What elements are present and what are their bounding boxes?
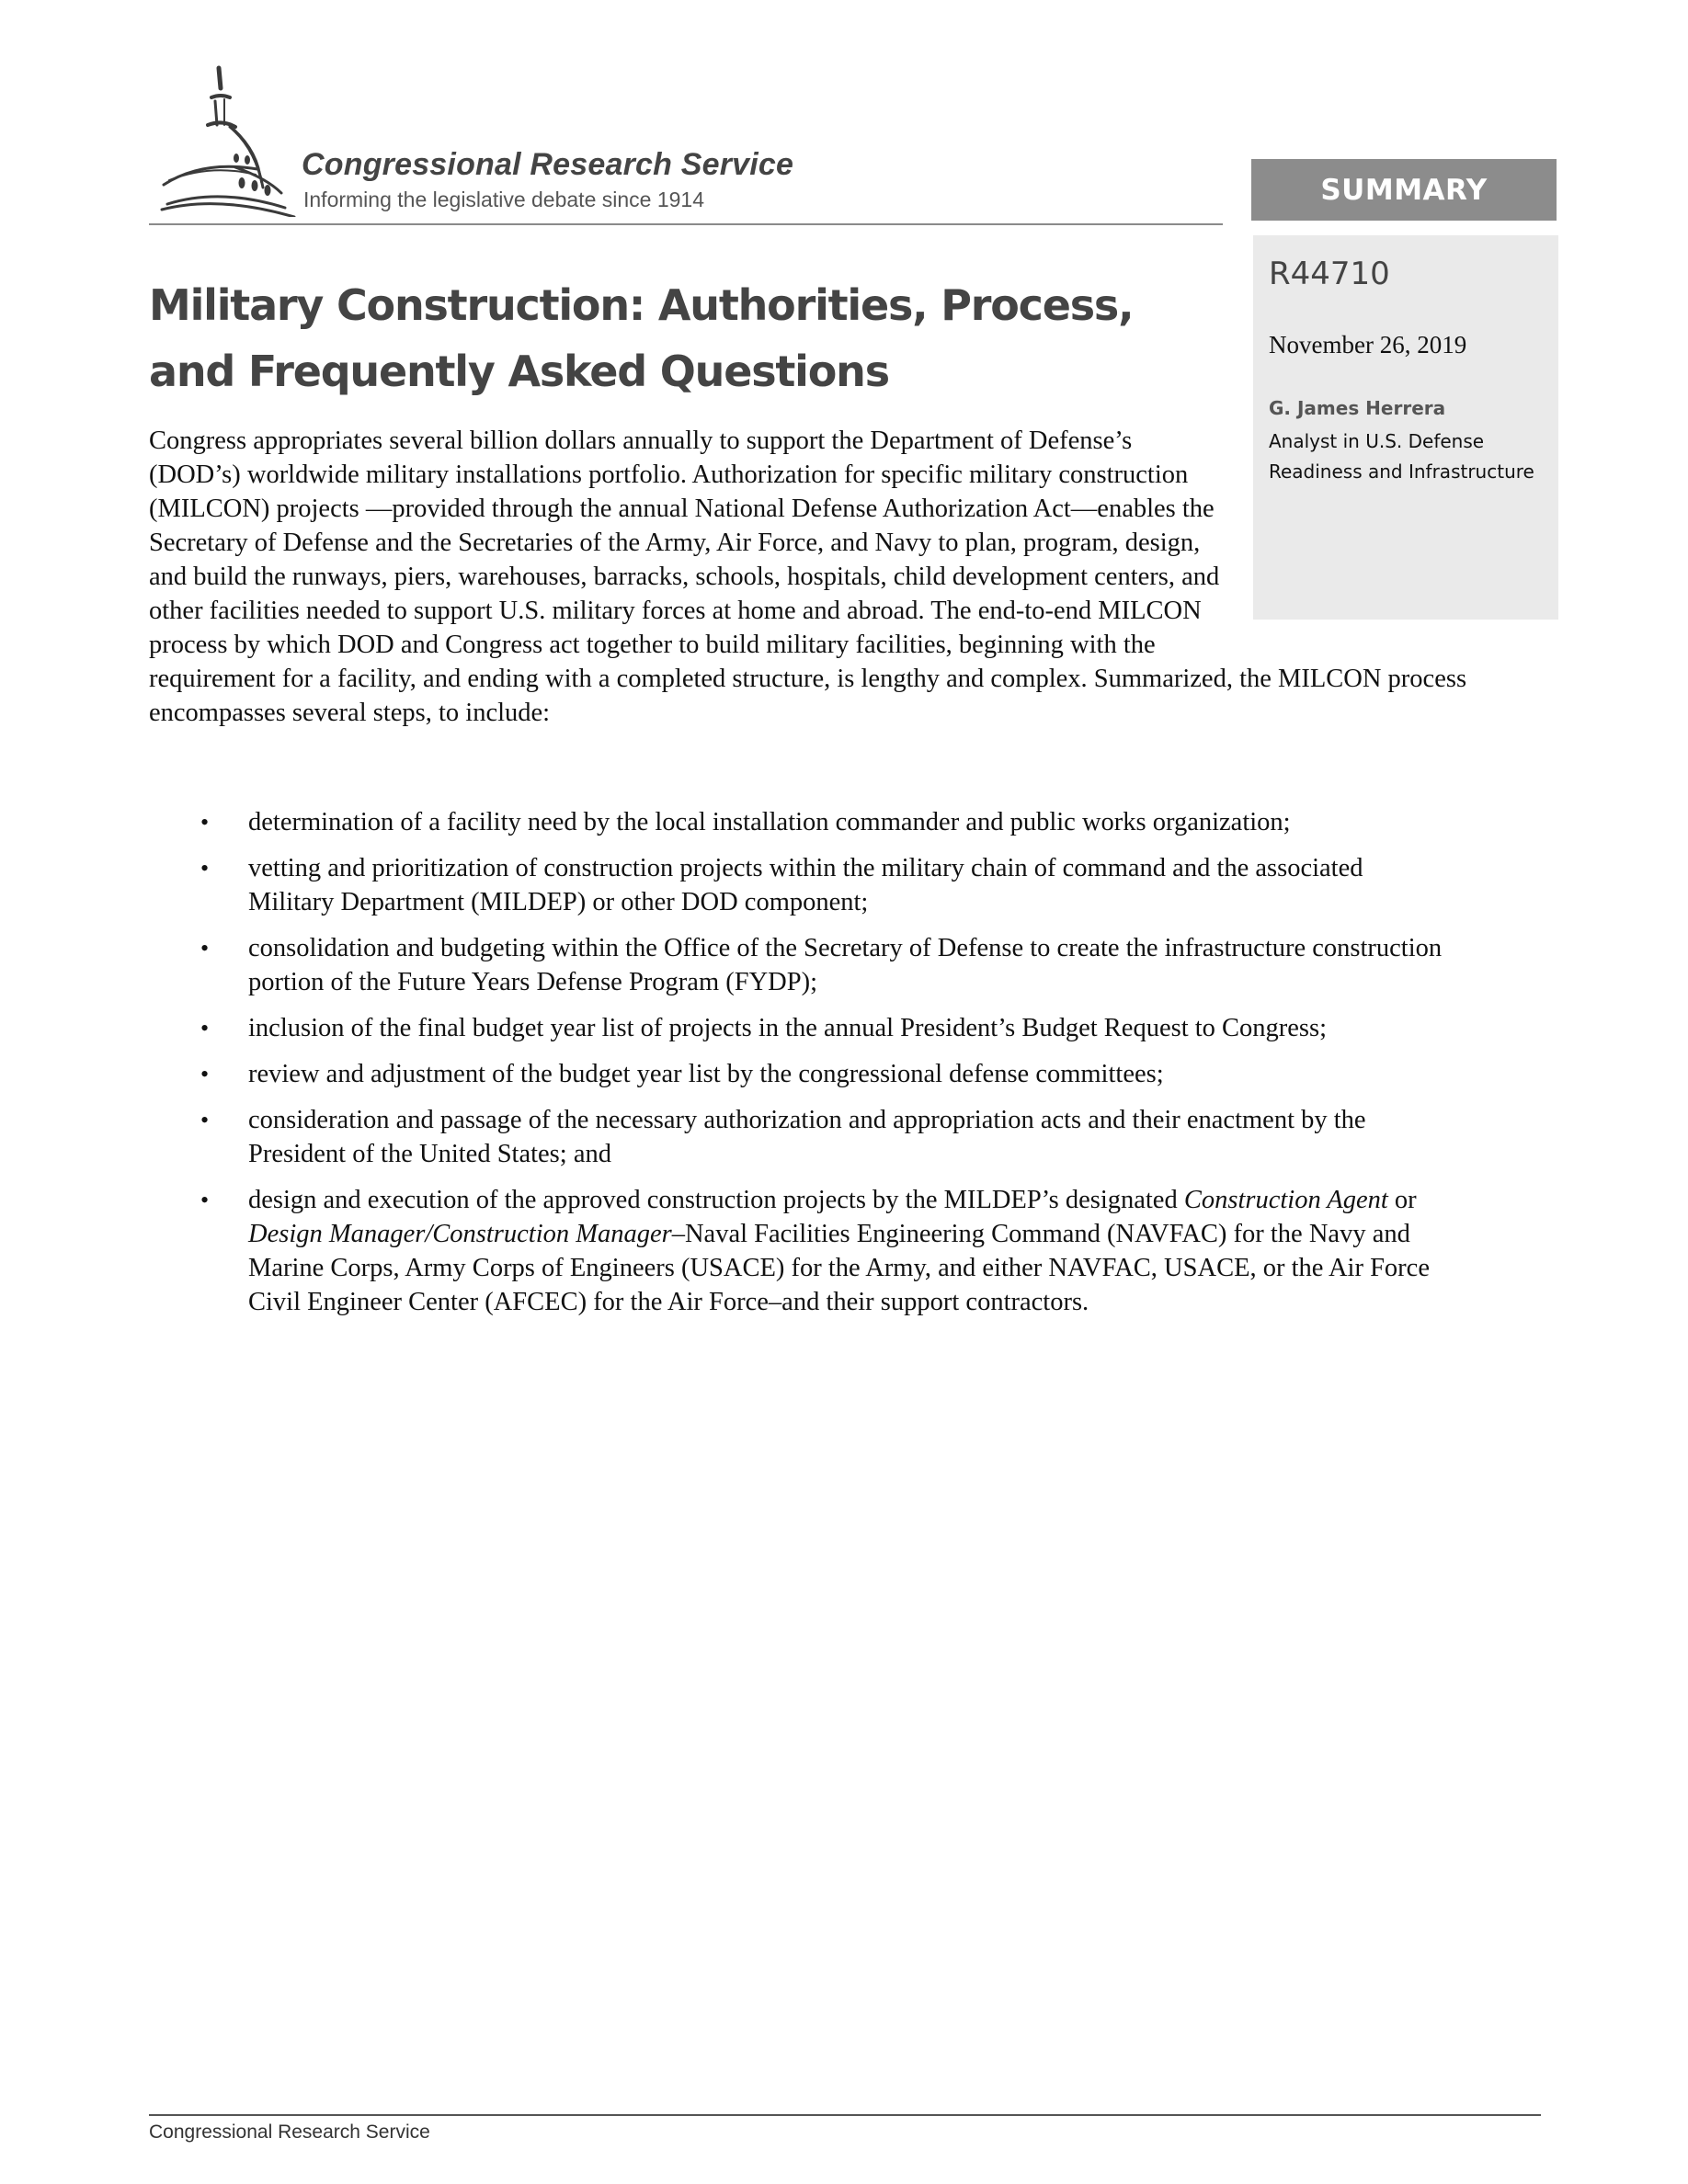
bullet-icon: •	[200, 1107, 210, 1133]
process-steps-list	[149, 805, 1445, 1331]
document-title: Military Construction: Authorities, Process, and Frequently Asked Questions	[149, 280, 1134, 396]
list-item	[149, 1183, 1445, 1319]
footer-divider	[149, 2114, 1541, 2116]
capitol-dome-icon	[147, 61, 303, 217]
summary-label: SUMMARY	[1251, 159, 1557, 221]
design-manager-term: Design Manager/Construction Manager	[248, 1220, 672, 1248]
list-item	[149, 1057, 1445, 1091]
report-date: November 26, 2019	[1269, 331, 1467, 358]
author-name: G. James Herrera	[1269, 397, 1446, 419]
list-item	[149, 1103, 1445, 1171]
report-number: R44710	[1269, 256, 1390, 292]
bullet-icon: •	[200, 935, 210, 961]
list-item	[149, 1011, 1445, 1045]
bullet-icon: •	[200, 1061, 210, 1087]
bullet-icon: •	[200, 1187, 210, 1213]
list-item-text: –Naval Facilities Engineering Command (NAVFAC) for the Navy and Marine Corps, Army Corps of Engineers (USACE) for the Army, and either NAVFAC, USACE, or the Air Force Civil Engineer Center (AFCEC) for the Air Force–and their support contractors.	[248, 1220, 1430, 1316]
brand-name: Congressional Research Service	[302, 147, 794, 182]
list-item	[149, 931, 1445, 999]
list-item	[149, 851, 1445, 919]
list-item-text: vetting and prioritization of construction projects within the military chain of command and the associated Military Department (MILDEP) or other DOD component;	[248, 854, 1363, 916]
list-item-text: inclusion of the final budget year list of projects in the annual President’s Budget Request to Congress;	[248, 1014, 1328, 1042]
bullet-icon: •	[200, 809, 210, 836]
construction-agent-term: Construction Agent	[1183, 1186, 1388, 1214]
footer-text: Congressional Research Service	[149, 2121, 430, 2143]
list-item-text: review and adjustment of the budget year list by the congressional defense committees;	[248, 1060, 1164, 1088]
list-item-text: consideration and passage of the necessary authorization and appropriation acts and their enactment by the President of the United States; and	[248, 1106, 1366, 1168]
author-title: Analyst in U.S. Defense Readiness and Infrastructure	[1269, 430, 1534, 483]
list-item-text: design and execution of the approved construction projects by the MILDEP’s designated	[248, 1186, 1184, 1214]
header-divider	[149, 223, 1223, 225]
brand-tagline: Informing the legislative debate since 1914	[303, 188, 705, 211]
intro-paragraph	[149, 424, 1546, 730]
list-item-text: consolidation and budgeting within the Office of the Secretary of Defense to create the infrastructure construction portion of the Future Years Defense Program (FYDP);	[248, 934, 1443, 996]
sidebar-wrap-spacer	[1229, 424, 1546, 644]
intro-text: Congress appropriates several billion dollars annually to support the Department of Defense’s (DOD’s) worldwide military installations portfolio. Authorization for specific military construction (MILCON) projects —provided through the annual National Defense Authorization Act—enables the Secretary of Defense and the Secretaries of the Army, Air Force, and Navy to plan, program, design, and build the runways, piers, warehouses, barracks, schools, hospitals, child development centers, and other facilities needed to support U.S. military forces at home and abroad. The end-to-end MILCON process by which DOD and Congress act together to build military facilities, beginning with the requirement for a facility, and ending with a completed structure, is lengthy and complex. Summarized, the MILCON process encompasses several steps, to include:	[149, 427, 1467, 727]
list-item	[149, 805, 1445, 839]
bullet-icon: •	[200, 855, 210, 882]
bullet-icon: •	[200, 1015, 210, 1041]
list-item-text: or	[1387, 1186, 1417, 1214]
list-item-text: determination of a facility need by the local installation commander and public works organization;	[248, 808, 1291, 836]
